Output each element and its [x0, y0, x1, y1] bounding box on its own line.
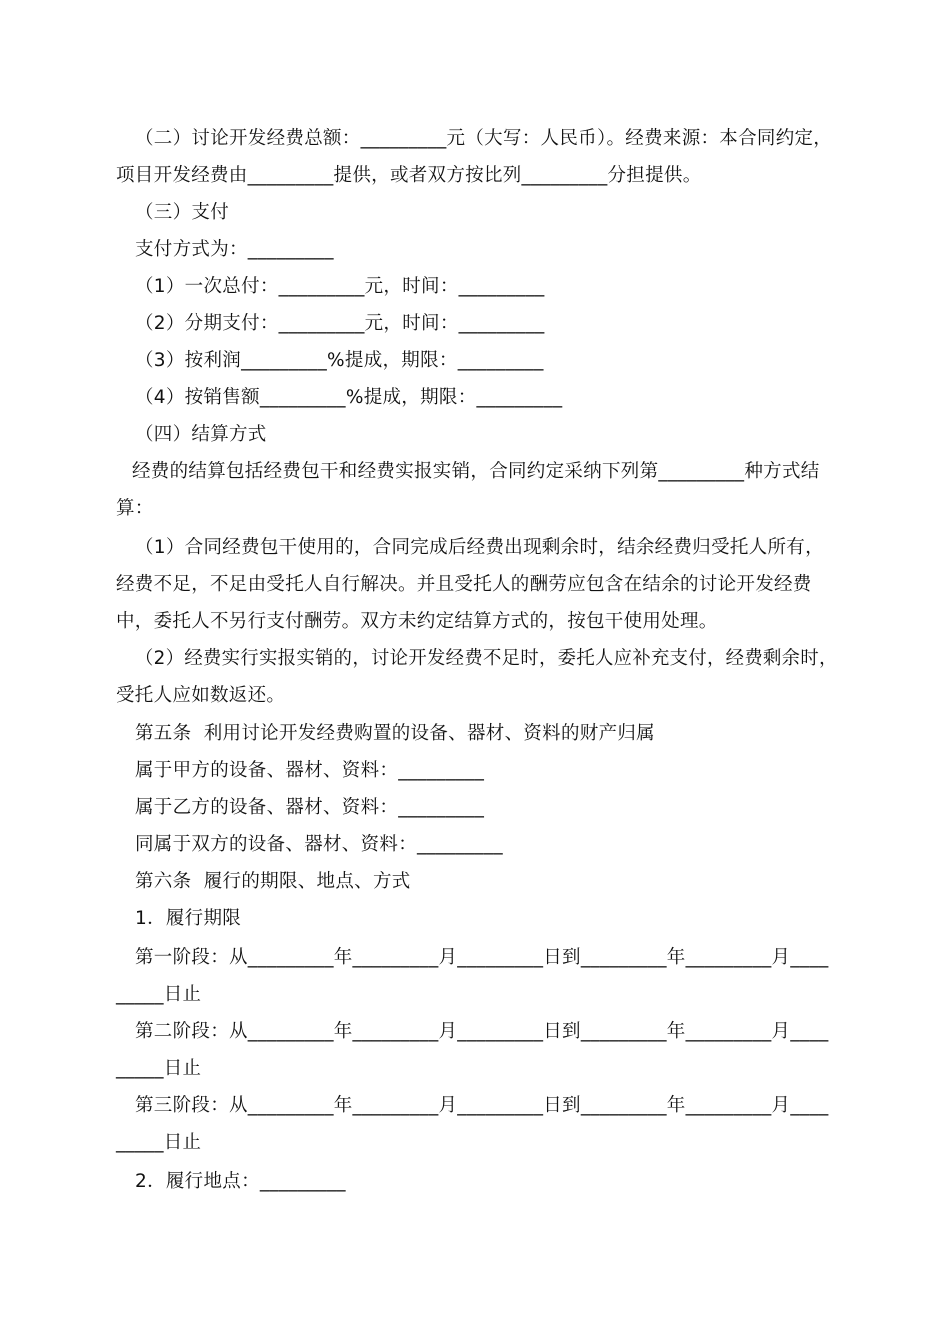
para-settlement-2-cont: 受托人应如数返还。 [116, 685, 286, 706]
article-5-heading: 第五条 利用讨论开发经费购置的设备、器材、资料的财产归属 [135, 723, 655, 744]
property-party-a: 属于甲方的设备、器材、资料：_________ [135, 760, 485, 781]
para-settlement-2: （2）经费实行实报实销的，讨论开发经费不足时，委托人应补充支付，经费剩余时， [135, 648, 838, 669]
heading-payment: （三）支付 [135, 202, 230, 223]
para-total-funds: （二）讨论开发经费总额：_________元（大写：人民币）。经费来源：本合同约定， [135, 128, 833, 149]
para-settlement-intro: 经费的结算包括经费包干和经费实报实销，合同约定采纳下列第_________种方式结 [132, 461, 820, 482]
property-party-b: 属于乙方的设备、器材、资料：_________ [135, 797, 485, 818]
payment-option-4: （4）按销售额_________%提成，期限：_________ [135, 387, 563, 408]
stage-1-end: _____日止 [116, 984, 202, 1005]
para-settlement-1: （1）合同经费包干使用的，合同完成后经费出现剩余时，结余经费归受托人所有， [135, 537, 824, 558]
para-funds-source: 项目开发经费由_________提供，或者双方按比列_________分担提供。 [116, 165, 702, 186]
stage-3-line: 第三阶段：从_________年_________月_________日到_________年_________月____ [135, 1095, 829, 1116]
term-heading: 1．履行期限 [135, 908, 242, 929]
para-settlement-1-cont-a: 经费不足，不足由受托人自行解决。并且受托人的酬劳应包含在结余的讨论开发经费 [116, 574, 812, 595]
payment-option-2: （2）分期支付：_________元，时间：_________ [135, 313, 545, 334]
payment-option-3: （3）按利润_________%提成，期限：_________ [135, 350, 544, 371]
heading-settlement: （四）结算方式 [135, 424, 267, 445]
para-settlement-intro-cont: 算： [116, 498, 154, 519]
payment-method-line: 支付方式为：_________ [135, 239, 334, 260]
stage-1-line: 第一阶段：从_________年_________月_________日到_________年_________月____ [135, 947, 829, 968]
performance-location-line: 2．履行地点：_________ [135, 1171, 346, 1192]
property-both-parties: 同属于双方的设备、器材、资料：_________ [135, 834, 503, 855]
payment-option-1: （1）一次总付：_________元，时间：_________ [135, 276, 545, 297]
stage-3-end: _____日止 [116, 1132, 202, 1153]
para-settlement-1-cont-b: 中，委托人不另行支付酬劳。双方未约定结算方式的，按包干使用处理。 [116, 611, 718, 632]
article-6-heading: 第六条 履行的期限、地点、方式 [135, 871, 411, 892]
stage-2-line: 第二阶段：从_________年_________月_________日到_________年_________月____ [135, 1021, 829, 1042]
stage-2-end: _____日止 [116, 1058, 202, 1079]
